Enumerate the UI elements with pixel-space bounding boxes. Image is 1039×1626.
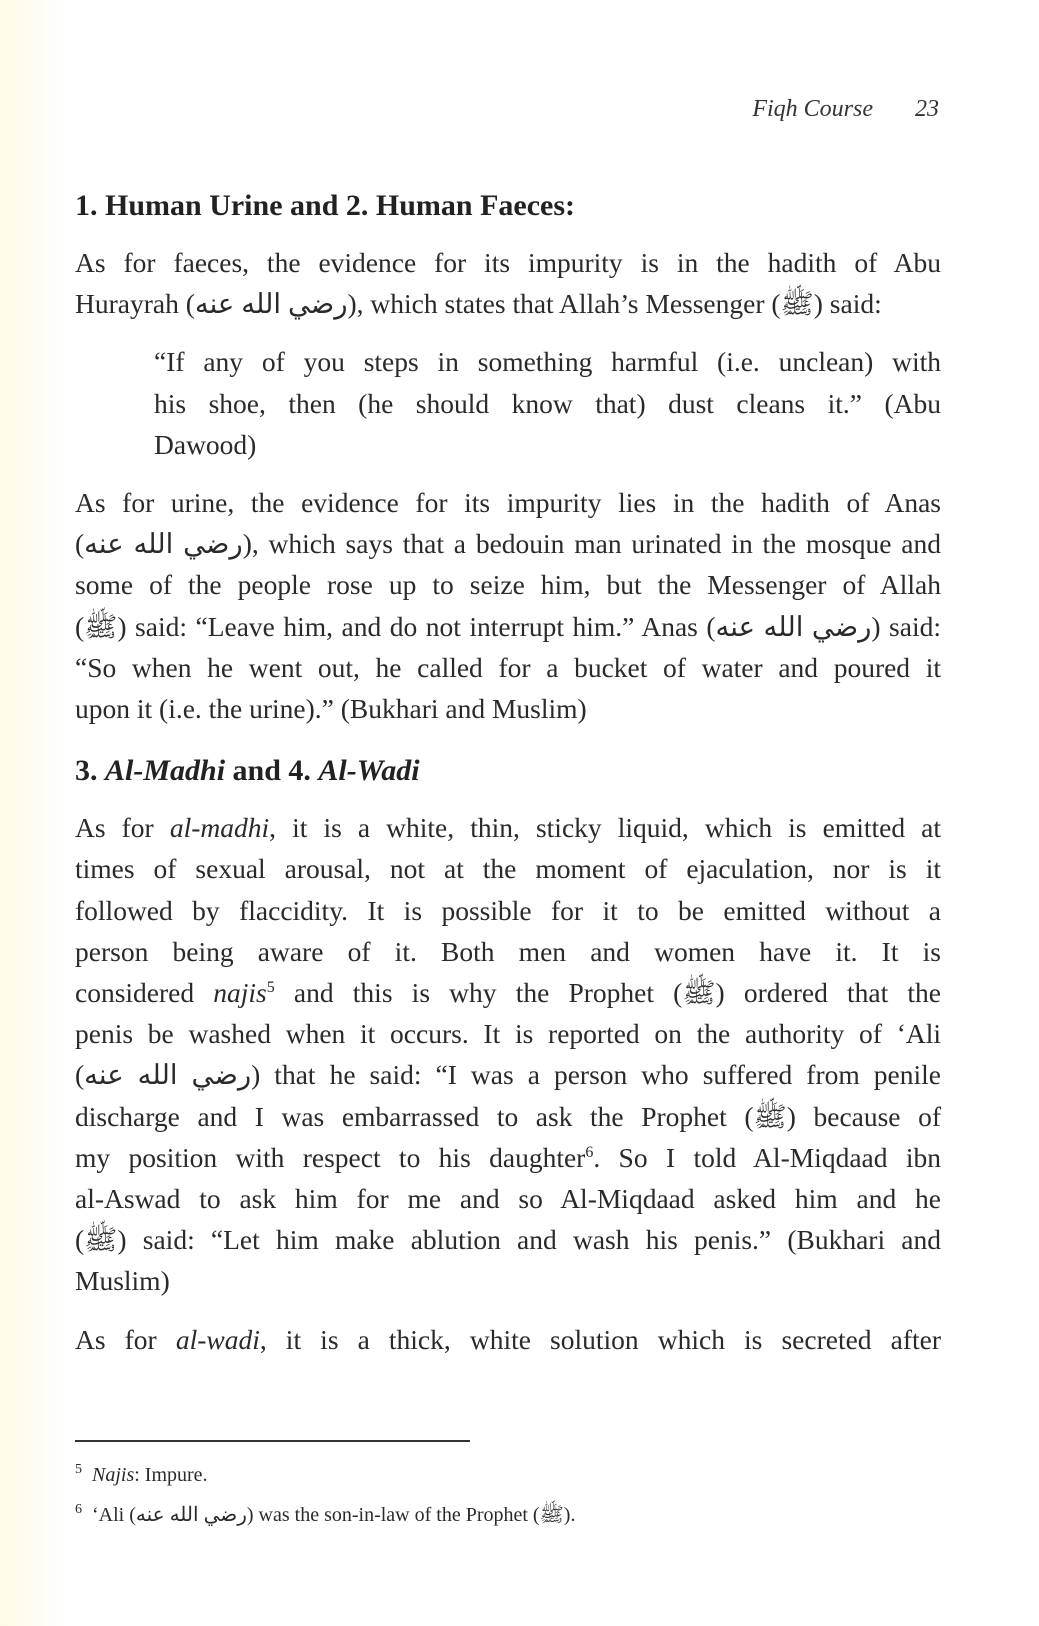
text-line: some of the people rose up to seize him, but the Messenger of Allah — [75, 569, 941, 601]
book-title: Fiqh Course — [752, 96, 873, 122]
text-line: discharge and I was embarrassed to ask the Prophet (ﷺ) because of — [75, 1100, 941, 1132]
footnotes — [75, 1455, 775, 1535]
text-line: (ﷺ) said: “Let him make ablution and wash his penis.” (Bukhari and — [75, 1224, 941, 1256]
running-head — [752, 96, 939, 123]
text-line: As for al-wadi, it is a thick, white solution which is secreted after — [75, 1323, 941, 1355]
paragraph-faeces — [75, 242, 941, 324]
quote-line: Dawood) — [154, 428, 257, 460]
text-line: “So when he went out, he called for a bucket of water and poured it — [75, 651, 941, 683]
text-line: Hurayrah (رضي الله عنه), which states that Allah’s Messenger (ﷺ) said: — [75, 288, 882, 320]
text-line: penis be washed when it occurs. It is reported on the authority of ‘Ali — [75, 1018, 941, 1050]
paragraph-madhi — [75, 807, 941, 1301]
text-line: (ﷺ) said: “Leave him, and do not interrupt him.” Anas (رضي الله عنه) said: — [75, 610, 941, 642]
text-line: person being aware of it. Both men and women have it. It is — [75, 935, 941, 967]
text-line: As for al-madhi, it is a white, thin, sticky liquid, which is emitted at — [75, 812, 941, 844]
section-heading-madhi-wadi: 3. Al-Madhi and 4. Al-Wadi — [75, 754, 420, 788]
text-line: considered najis$^5$ and this is why the Prophet (ﷺ) ordered that the — [75, 977, 941, 1009]
section-heading-urine-faeces: 1. Human Urine and 2. Human Faeces: — [75, 189, 576, 222]
text-line: As for faeces, the evidence for its impurity is in the hadith of Abu — [75, 247, 941, 278]
page-number: 23 — [915, 96, 939, 122]
text-line: followed by flaccidity. It is possible for it to be emitted without a — [75, 894, 941, 926]
text-line: my position with respect to his daughter$^6$. So I told Al-Miqdaad ibn — [75, 1141, 941, 1173]
hadith-quote — [154, 341, 941, 465]
text-line: As for urine, the evidence for its impurity lies in the hadith of Anas — [75, 487, 941, 519]
text-line: al-Aswad to ask him for me and so Al-Miqdaad asked him and he — [75, 1183, 941, 1215]
text-line: upon it (i.e. the urine).” (Bukhari and Muslim) — [75, 693, 587, 725]
term-al-wadi: Al-Wadi — [318, 754, 420, 788]
term-al-madhi: Al-Madhi — [105, 754, 226, 788]
quote-line: his shoe, then (he should know that) dust cleans it.” (Abu — [154, 387, 941, 419]
text-line: (رضي الله عنه) that he said: “I was a person who suffered from penile — [75, 1059, 941, 1091]
paragraph-urine — [75, 482, 941, 729]
text-line: Muslim) — [75, 1265, 170, 1297]
footnote-divider — [75, 1440, 470, 1442]
page-body — [75, 186, 941, 1360]
footnote-ref-5[interactable]: 5 — [266, 978, 275, 996]
quote-line: “If any of you steps in something harmful (i.e. unclean) with — [154, 346, 941, 378]
footnote-5: $^5$ Najis: Impure. — [75, 1462, 208, 1486]
footnote-6: $^6$ ‘Ali (رضي الله عنه) was the son-in-law of the Prophet (ﷺ). — [75, 1502, 576, 1526]
footnote-ref-6[interactable]: 6 — [585, 1143, 594, 1161]
paragraph-wadi — [75, 1319, 941, 1360]
text-line: (رضي الله عنه), which says that a bedouin man urinated in the mosque and — [75, 528, 942, 560]
text-line: times of sexual arousal, not at the moment of ejaculation, nor is it — [75, 853, 941, 885]
